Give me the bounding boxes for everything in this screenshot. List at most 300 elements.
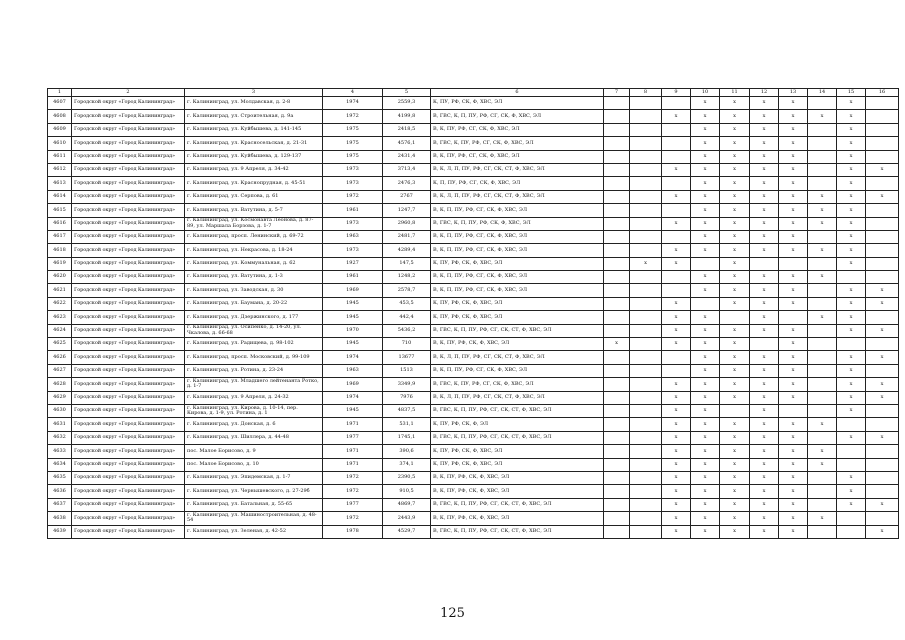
area-cell: 1745,1 [383, 431, 431, 444]
mark-cell [866, 338, 899, 351]
address-cell: г. Калининград, ул. Младшего лейтенанта Ротко, д. 1-7 [185, 378, 323, 391]
works-list-cell: В, ГВС, К, П, ПУ, РФ, СГ, СК, СТ, Ф, ХВС, ЭЛ [431, 525, 604, 538]
mark-cell: x [750, 311, 779, 324]
mark-cell [630, 338, 662, 351]
owner-cell: Городской округ «Город Калининград» [72, 471, 185, 484]
mark-cell [662, 137, 691, 150]
address-cell: г. Калининград, просп. Московский, д. 99-109 [185, 351, 323, 364]
mark-cell [866, 364, 899, 377]
address-cell: г. Калининград, ул. Куйбышева, д. 129-137 [185, 150, 323, 163]
mark-cell: x [720, 391, 750, 404]
mark-cell [630, 431, 662, 444]
mark-cell [604, 123, 630, 136]
mark-cell [662, 97, 691, 110]
owner-cell: Городской округ «Город Калининград» [72, 311, 185, 324]
row-number-cell: 4635 [48, 471, 72, 484]
mark-cell [779, 404, 808, 417]
owner-cell: Городской округ «Город Калининград» [72, 498, 185, 511]
build-year-cell: 1963 [323, 364, 383, 377]
mark-cell: x [779, 512, 808, 525]
column-number-header: 10 [691, 89, 720, 97]
mark-cell: x [750, 163, 779, 176]
works-list-cell: В, К, Л, П, ПУ, РФ, СГ, СК, СТ, Ф, ХВС, ЭЛ [431, 163, 604, 176]
mark-cell: x [720, 512, 750, 525]
column-number-header: 4 [323, 89, 383, 97]
area-cell: 2559,3 [383, 97, 431, 110]
works-list-cell: К, ПУ, РФ, СК, Ф, ХВС, ЭЛ [431, 311, 604, 324]
mark-cell: x [662, 311, 691, 324]
mark-cell: x [662, 163, 691, 176]
address-cell: г. Калининград, ул. Ротина, д. 23-24 [185, 364, 323, 377]
mark-cell: x [662, 445, 691, 458]
mark-cell: x [691, 190, 720, 203]
mark-cell: x [662, 297, 691, 310]
mark-cell [604, 485, 630, 498]
owner-cell: Городской округ «Город Калининград» [72, 204, 185, 217]
mark-cell: x [750, 177, 779, 190]
mark-cell [691, 297, 720, 310]
mark-cell [604, 230, 630, 243]
mark-cell [866, 137, 899, 150]
table-row [48, 525, 899, 538]
owner-cell: Городской округ «Город Калининград» [72, 445, 185, 458]
mark-cell: x [720, 351, 750, 364]
mark-cell: x [837, 324, 866, 337]
address-cell: г. Калининград, ул. Красносельская, д. 21-31 [185, 137, 323, 150]
mark-cell: x [779, 97, 808, 110]
mark-cell: x [720, 445, 750, 458]
mark-cell: x [662, 257, 691, 270]
mark-cell: x [779, 150, 808, 163]
area-cell: 1513 [383, 364, 431, 377]
mark-cell [808, 498, 837, 511]
address-cell: г. Калининград, просп. Ленинский, д. 69-72 [185, 230, 323, 243]
mark-cell: x [720, 297, 750, 310]
mark-cell: x [691, 458, 720, 471]
mark-cell: x [750, 137, 779, 150]
mark-cell: x [691, 150, 720, 163]
page-number: 125 [440, 606, 465, 621]
owner-cell: Городской округ «Город Калининград» [72, 137, 185, 150]
works-list-cell: В, К, Л, П, ПУ, РФ, СГ, СК, СТ, Ф, ХВС, ЭЛ [431, 190, 604, 203]
mark-cell: x [691, 284, 720, 297]
mark-cell: x [691, 123, 720, 136]
area-cell: 531,1 [383, 418, 431, 431]
mark-cell [662, 204, 691, 217]
mark-cell: x [720, 163, 750, 176]
mark-cell: x [808, 244, 837, 257]
owner-cell: Городской округ «Город Калининград» [72, 351, 185, 364]
mark-cell: x [837, 163, 866, 176]
mark-cell [866, 404, 899, 417]
owner-cell: Городской округ «Город Калининград» [72, 284, 185, 297]
table-row [48, 217, 899, 230]
mark-cell: x [866, 378, 899, 391]
mark-cell: x [691, 97, 720, 110]
table-row [48, 338, 899, 351]
works-list-cell: В, К, Л, П, ПУ, РФ, СГ, СК, СТ, Ф, ХВС, ЭЛ [431, 391, 604, 404]
mark-cell [808, 364, 837, 377]
mark-cell: x [837, 177, 866, 190]
address-cell: г. Калининград, ул. Зеленая, д. 42-52 [185, 525, 323, 538]
build-year-cell: 1945 [323, 311, 383, 324]
mark-cell: x [837, 97, 866, 110]
mark-cell: x [779, 177, 808, 190]
mark-cell: x [691, 471, 720, 484]
mark-cell [630, 230, 662, 243]
mark-cell: x [866, 431, 899, 444]
row-number-cell: 4628 [48, 378, 72, 391]
mark-cell [866, 458, 899, 471]
works-list-cell: В, ГВС, К, П, ПУ, РФ, СГ, СК, СТ, Ф, ХВС, ЭЛ [431, 324, 604, 337]
mark-cell: x [662, 485, 691, 498]
works-list-cell: В, ГВС, К, ПУ, РФ, СГ, СК, Ф, ХВС, ЭЛ [431, 137, 604, 150]
mark-cell: x [779, 378, 808, 391]
mark-cell [866, 230, 899, 243]
row-number-cell: 4632 [48, 431, 72, 444]
mark-cell [630, 244, 662, 257]
column-number-header: 1 [48, 89, 72, 97]
column-number-header: 3 [185, 89, 323, 97]
table-row [48, 512, 899, 525]
mark-cell [779, 311, 808, 324]
mark-cell [604, 418, 630, 431]
build-year-cell: 1973 [323, 177, 383, 190]
mark-cell [808, 404, 837, 417]
works-list-cell: В, К, ПУ, РФ, СГ, СК, Ф, ХВС, ЭЛ [431, 150, 604, 163]
owner-cell: Городской округ «Город Калининград» [72, 364, 185, 377]
mark-cell [630, 97, 662, 110]
mark-cell [662, 177, 691, 190]
owner-cell: Городской округ «Город Калининград» [72, 163, 185, 176]
build-year-cell: 1969 [323, 378, 383, 391]
mark-cell: x [720, 364, 750, 377]
mark-cell: x [720, 378, 750, 391]
build-year-cell: 1972 [323, 190, 383, 203]
mark-cell: x [720, 525, 750, 538]
mark-cell: x [779, 498, 808, 511]
mark-cell [604, 525, 630, 538]
owner-cell: Городской округ «Город Калининград» [72, 378, 185, 391]
owner-cell: Городской округ «Город Калининград» [72, 431, 185, 444]
mark-cell [662, 123, 691, 136]
mark-cell: x [837, 110, 866, 123]
mark-cell [837, 458, 866, 471]
build-year-cell: 1977 [323, 431, 383, 444]
mark-cell: x [779, 110, 808, 123]
mark-cell: x [779, 324, 808, 337]
mark-cell: x [750, 445, 779, 458]
mark-cell [604, 244, 630, 257]
mark-cell: x [779, 485, 808, 498]
works-list-cell: К, ПУ, РФ, СК, Ф, ЭЛ [431, 418, 604, 431]
mark-cell [630, 204, 662, 217]
mark-cell [630, 324, 662, 337]
works-list-cell: В, ГВС, К, П, ПУ, РФ, СГ, СК, СТ, Ф, ХВС, ЭЛ [431, 498, 604, 511]
mark-cell: x [750, 525, 779, 538]
build-year-cell: 1972 [323, 512, 383, 525]
mark-cell: x [691, 110, 720, 123]
owner-cell: Городской округ «Город Калининград» [72, 324, 185, 337]
table-row [48, 110, 899, 123]
mark-cell: x [662, 391, 691, 404]
mark-cell [662, 230, 691, 243]
mark-cell: x [779, 431, 808, 444]
mark-cell [630, 404, 662, 417]
mark-cell [604, 97, 630, 110]
mark-cell: x [866, 163, 899, 176]
column-number-header: 7 [604, 89, 630, 97]
mark-cell: x [779, 445, 808, 458]
mark-cell [604, 177, 630, 190]
row-number-cell: 4630 [48, 404, 72, 417]
mark-cell: x [837, 404, 866, 417]
mark-cell [630, 525, 662, 538]
mark-cell [808, 351, 837, 364]
mark-cell [662, 351, 691, 364]
build-year-cell: 1961 [323, 271, 383, 284]
address-cell: г. Калининград, ул. Донская, д. 6 [185, 418, 323, 431]
mark-cell: x [604, 338, 630, 351]
column-number-header: 16 [866, 89, 899, 97]
mark-cell: x [808, 458, 837, 471]
mark-cell: x [662, 471, 691, 484]
mark-cell: x [720, 110, 750, 123]
address-cell: г. Калининград, ул. Батальная, д. 55-65 [185, 498, 323, 511]
area-cell: 4869,7 [383, 498, 431, 511]
area-cell: 442,4 [383, 311, 431, 324]
mark-cell [630, 445, 662, 458]
mark-cell: x [691, 378, 720, 391]
mark-cell [630, 485, 662, 498]
mark-cell [662, 364, 691, 377]
row-number-cell: 4618 [48, 244, 72, 257]
mark-cell: x [750, 217, 779, 230]
table-row [48, 284, 899, 297]
address-cell: г. Калининград, ул. Краснопрудная, д. 45-51 [185, 177, 323, 190]
mark-cell [604, 364, 630, 377]
mark-cell [604, 163, 630, 176]
mark-cell: x [750, 297, 779, 310]
table-row [48, 471, 899, 484]
mark-cell: x [866, 297, 899, 310]
row-number-cell: 4634 [48, 458, 72, 471]
register-body [48, 97, 899, 539]
table-row [48, 150, 899, 163]
mark-cell [630, 284, 662, 297]
mark-cell: x [630, 257, 662, 270]
mark-cell [604, 324, 630, 337]
mark-cell [866, 311, 899, 324]
mark-cell [630, 123, 662, 136]
mark-cell [808, 338, 837, 351]
build-year-cell: 1975 [323, 137, 383, 150]
mark-cell: x [750, 351, 779, 364]
build-year-cell: 1974 [323, 351, 383, 364]
mark-cell: x [866, 190, 899, 203]
housing-register-table [47, 88, 899, 539]
mark-cell [604, 458, 630, 471]
row-number-cell: 4623 [48, 311, 72, 324]
table-row [48, 271, 899, 284]
works-list-cell: К, ПУ, РФ, СК, Ф, ХВС, ЭЛ [431, 297, 604, 310]
mark-cell [750, 338, 779, 351]
address-cell: г. Калининград, ул. Ватутина, д. 1-3 [185, 271, 323, 284]
mark-cell: x [720, 230, 750, 243]
table-row [48, 297, 899, 310]
mark-cell: x [691, 431, 720, 444]
table-row [48, 230, 899, 243]
mark-cell [630, 471, 662, 484]
mark-cell: x [662, 498, 691, 511]
mark-cell [630, 351, 662, 364]
table-row [48, 404, 899, 417]
mark-cell [630, 311, 662, 324]
area-cell: 4576,1 [383, 137, 431, 150]
mark-cell: x [691, 324, 720, 337]
mark-cell: x [837, 150, 866, 163]
mark-cell [662, 284, 691, 297]
build-year-cell: 1969 [323, 284, 383, 297]
mark-cell: x [691, 217, 720, 230]
mark-cell: x [720, 324, 750, 337]
mark-cell: x [808, 512, 837, 525]
works-list-cell: В, К, П, ПУ, РФ, СГ, СК, Ф, ХВС, ЭЛ [431, 271, 604, 284]
mark-cell [808, 525, 837, 538]
mark-cell [866, 97, 899, 110]
mark-cell: x [837, 284, 866, 297]
mark-cell [866, 150, 899, 163]
owner-cell: Городской округ «Город Калининград» [72, 338, 185, 351]
mark-cell [720, 404, 750, 417]
works-list-cell: В, ГВС, К, П, ПУ, РФ, СК, Ф, ХВС, ЭЛ [431, 217, 604, 230]
owner-cell: Городской округ «Город Калининград» [72, 297, 185, 310]
owner-cell: Городской округ «Город Калининград» [72, 123, 185, 136]
mark-cell: x [662, 431, 691, 444]
table-row [48, 123, 899, 136]
mark-cell: x [779, 364, 808, 377]
area-cell: 2578,7 [383, 284, 431, 297]
mark-cell: x [837, 230, 866, 243]
works-list-cell: В, ГВС, К, П, ПУ, РФ, СГ, СК, Ф, ХВС, ЭЛ [431, 110, 604, 123]
mark-cell: x [837, 431, 866, 444]
mark-cell: x [837, 471, 866, 484]
works-list-cell: К, ПУ, РФ, СК, Ф, ХВС, ЭЛ [431, 97, 604, 110]
mark-cell [604, 512, 630, 525]
mark-cell: x [837, 364, 866, 377]
mark-cell: x [866, 391, 899, 404]
mark-cell: x [779, 230, 808, 243]
row-number-cell: 4608 [48, 110, 72, 123]
area-cell: 390,6 [383, 445, 431, 458]
owner-cell: Городской округ «Город Калининград» [72, 418, 185, 431]
mark-cell [866, 204, 899, 217]
mark-cell [837, 418, 866, 431]
owner-cell: Городской округ «Город Калининград» [72, 257, 185, 270]
mark-cell: x [720, 244, 750, 257]
mark-cell: x [779, 204, 808, 217]
mark-cell [837, 445, 866, 458]
mark-cell [662, 150, 691, 163]
works-list-cell: В, К, ПУ, РФ, СК, Ф, ХВС, ЭЛ [431, 512, 604, 525]
row-number-cell: 4622 [48, 297, 72, 310]
address-cell: г. Калининград, ул. Кирова, д. 10-14, пер. Кирова, д. 1-9, ул. Ротина, д. 1 [185, 404, 323, 417]
row-number-cell: 4624 [48, 324, 72, 337]
mark-cell [837, 338, 866, 351]
build-year-cell: 1975 [323, 150, 383, 163]
mark-cell: x [691, 338, 720, 351]
build-year-cell: 1975 [323, 123, 383, 136]
mark-cell: x [691, 512, 720, 525]
address-cell: г. Калининград, ул. Космонавта Леонова, д. 87-89, ул. Маршала Борзова, д. 1-7 [185, 217, 323, 230]
mark-cell: x [662, 110, 691, 123]
address-cell: г. Калининград, ул. Бауманa, д. 20-22 [185, 297, 323, 310]
row-number-cell: 4621 [48, 284, 72, 297]
mark-cell: x [691, 364, 720, 377]
mark-cell [604, 271, 630, 284]
mark-cell [866, 110, 899, 123]
address-cell: г. Калининград, ул. Машиностроительная, д. 48-54 [185, 512, 323, 525]
mark-cell [630, 190, 662, 203]
area-cell: 2767 [383, 190, 431, 203]
mark-cell [866, 485, 899, 498]
address-cell: г. Калининград, ул. Осипенко, д. 14-20, ул. Чкалова, д. 66-68 [185, 324, 323, 337]
build-year-cell: 1973 [323, 163, 383, 176]
mark-cell: x [662, 190, 691, 203]
mark-cell: x [691, 445, 720, 458]
mark-cell [604, 445, 630, 458]
owner-cell: Городской округ «Город Калининград» [72, 458, 185, 471]
row-number-cell: 4629 [48, 391, 72, 404]
mark-cell [630, 150, 662, 163]
mark-cell: x [808, 217, 837, 230]
column-number-header: 8 [630, 89, 662, 97]
mark-cell [866, 445, 899, 458]
area-cell: 2390,5 [383, 471, 431, 484]
mark-cell: x [720, 471, 750, 484]
owner-cell: Городской округ «Город Калининград» [72, 177, 185, 190]
mark-cell [630, 391, 662, 404]
build-year-cell: 1963 [323, 230, 383, 243]
mark-cell [630, 177, 662, 190]
mark-cell: x [750, 458, 779, 471]
build-year-cell: 1972 [323, 485, 383, 498]
mark-cell [779, 257, 808, 270]
mark-cell: x [779, 297, 808, 310]
mark-cell [808, 324, 837, 337]
works-list-cell: В, К, П, ПУ, РФ, СГ, СК, Ф, ХВС, ЭЛ [431, 244, 604, 257]
area-cell: 147,5 [383, 257, 431, 270]
mark-cell: x [662, 378, 691, 391]
area-cell: 1247,7 [383, 204, 431, 217]
mark-cell [630, 458, 662, 471]
mark-cell: x [779, 244, 808, 257]
mark-cell: x [720, 257, 750, 270]
address-cell: пос. Малое Борисово, д. 9 [185, 445, 323, 458]
mark-cell: x [750, 190, 779, 203]
build-year-cell: 1977 [323, 498, 383, 511]
mark-cell [604, 391, 630, 404]
mark-cell: x [750, 271, 779, 284]
owner-cell: Городской округ «Город Калининград» [72, 525, 185, 538]
mark-cell: x [808, 190, 837, 203]
address-cell: г. Калининград, ул. Дзержинского, д. 177 [185, 311, 323, 324]
owner-cell: Городской округ «Город Калининград» [72, 217, 185, 230]
build-year-cell: 1978 [323, 525, 383, 538]
owner-cell: Городской округ «Город Калининград» [72, 110, 185, 123]
mark-cell: x [720, 137, 750, 150]
mark-cell: x [837, 351, 866, 364]
